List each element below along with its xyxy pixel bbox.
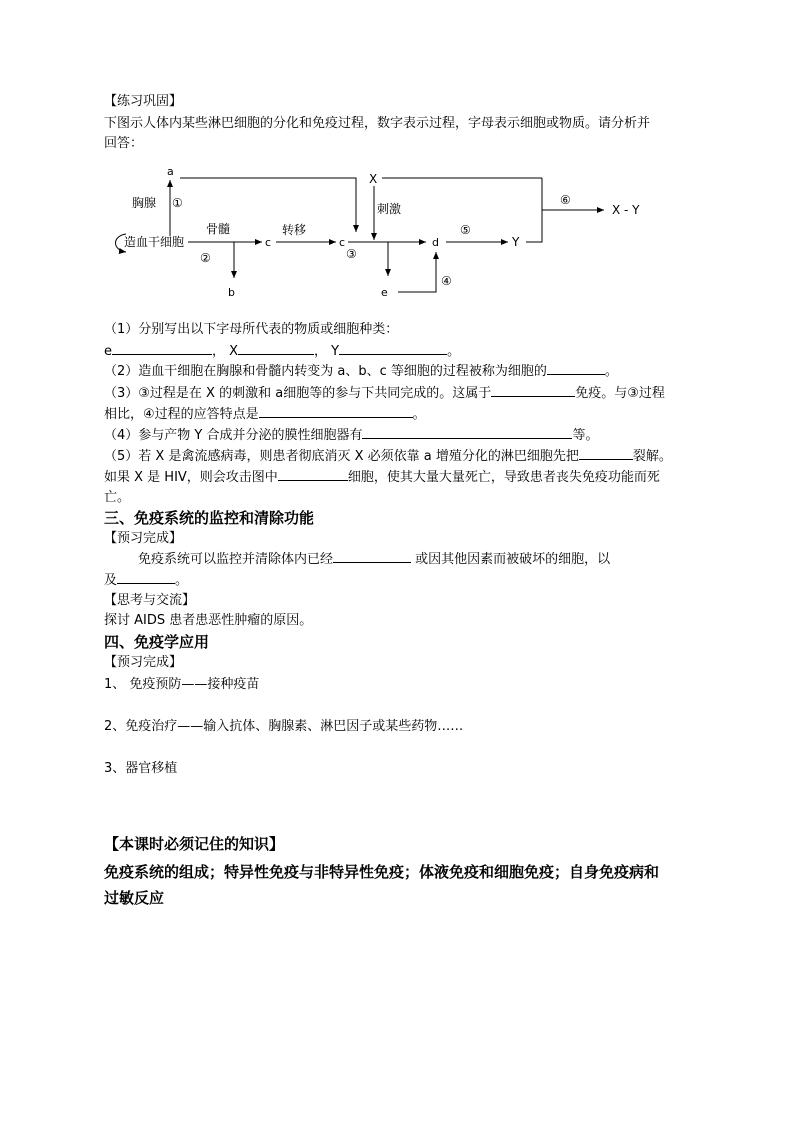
question-5-line3: 亡。: [104, 490, 131, 505]
q3-text-c: 相比，④过程的应答特点是: [104, 407, 259, 422]
q3-text-b: 免疫。与③过程: [575, 386, 665, 401]
q5-text-d: 细胞，使其大量大量死亡，导致患者丧失免疫功能而死: [347, 470, 660, 485]
question-2: [104, 362, 618, 381]
label-stem-cell: 造血干细胞: [124, 235, 185, 249]
question-3-line1: [104, 384, 665, 403]
summary-line2: 过敏反应: [104, 889, 165, 907]
section3-discuss: 【思考与交流】: [104, 593, 196, 608]
question-4: [104, 426, 599, 445]
answer-blank-q2[interactable]: [547, 362, 605, 375]
section4-preview: 【预习完成】: [104, 655, 183, 670]
answer-blank-s3-2[interactable]: [117, 571, 175, 584]
label-n5: ⑤: [460, 223, 471, 237]
section4-title: 四、免疫学应用: [104, 633, 210, 651]
label-n4: ④: [441, 274, 452, 288]
question-1-blanks: [104, 342, 460, 361]
practice-intro-line1: 下图示人体内某些淋巴细胞的分化和免疫过程，数字表示过程，字母表示细胞或物质。请分析并: [104, 116, 651, 131]
q1-e-label: e: [104, 344, 112, 359]
q2-text: （2）造血干细胞在胸腺和骨髓内转变为 a、b、c 等细胞的过程被称为细胞的: [104, 364, 547, 379]
practice-heading: 【练习巩固】: [104, 94, 183, 109]
label-marrow: 骨髓: [206, 222, 231, 236]
answer-blank-q3-feature[interactable]: [259, 405, 413, 418]
label-d: d: [432, 236, 439, 249]
answer-blank-y[interactable]: [339, 342, 447, 355]
line-y-right: [526, 178, 542, 242]
question-3-line2: [104, 405, 426, 424]
label-a: a: [167, 165, 174, 178]
section3-text-c: 及: [104, 573, 118, 588]
q4-end: 等。: [572, 428, 599, 443]
question-5-line2: [104, 468, 660, 487]
section3-text-b: 或因其他因素而被破坏的细胞，以: [415, 552, 611, 567]
answer-blank-x[interactable]: [238, 342, 314, 355]
answer-blank-e[interactable]: [112, 342, 212, 355]
label-b: b: [228, 286, 235, 299]
lymphocyte-differentiation-diagram: [0, 0, 794, 320]
q3-text-a: （3）③过程是在 X 的刺激和 a细胞等的参与下共同完成的。这属于: [104, 386, 492, 401]
section3-text-d: 。: [175, 573, 189, 588]
label-stimulate: 刺激: [377, 202, 402, 216]
answer-blank-q4[interactable]: [362, 426, 572, 439]
label-xy: X - Y: [612, 203, 640, 217]
label-y: Y: [512, 235, 520, 249]
label-n2: ②: [200, 251, 211, 265]
answer-blank-q5-cell[interactable]: [278, 468, 348, 481]
label-n6: ⑥: [560, 193, 571, 207]
label-c2: c: [339, 236, 346, 249]
section3-title: 三、免疫系统的监控和清除功能: [104, 509, 315, 527]
section3-discuss-text: 探讨 AIDS 患者患恶性肿瘤的原因。: [104, 613, 313, 628]
summary-heading: 【本课时必须记住的知识】: [104, 835, 285, 853]
label-thymus: 胸腺: [132, 196, 157, 210]
section3-text-line2: [104, 571, 188, 590]
label-c1: c: [265, 236, 272, 249]
q5-text-a: （5）若 X 是禽流感病毒，则患者彻底消灭 X 必须依靠 a 增殖分化的淋巴细胞先把: [104, 449, 579, 464]
question-1: （1）分别写出以下字母所代表的物质或细胞种类：: [104, 322, 399, 337]
label-x: X: [369, 172, 378, 186]
arrow-e-to-d: [398, 252, 436, 292]
label-n3: ③: [346, 247, 357, 261]
label-n1: ①: [172, 196, 183, 210]
q5-text-b: 裂解。: [632, 449, 672, 464]
label-e: e: [381, 286, 388, 299]
answer-blank-q3-type[interactable]: [491, 384, 575, 397]
section3-preview: 【预习完成】: [104, 531, 183, 546]
question-5-line1: [104, 447, 672, 466]
section3-text-a: 免疫系统可以监控并清除体内已经: [138, 552, 334, 567]
summary-line1: 免疫系统的组成；特异性免疫与非特异性免疫；体液免疫和细胞免疫；自身免疫病和: [104, 863, 660, 881]
q3-end: 。: [412, 407, 426, 422]
section4-item3: 3、器官移植: [104, 761, 178, 776]
section4-item1: 1、 免疫预防——接种疫苗: [104, 677, 260, 692]
section4-item2: 2、免疫治疗——输入抗体、胸腺素、淋巴因子或某些药物……: [104, 719, 464, 734]
practice-intro-line2: 回答：: [104, 136, 144, 151]
section3-text-line1: [104, 550, 610, 569]
q4-text: （4）参与产物 Y 合成并分泌的膜性细胞器有: [104, 428, 363, 443]
q5-text-c: 如果 X 是 HIV，则会攻击图中: [104, 470, 278, 485]
q1-y-label: ， Y: [314, 344, 340, 359]
q1-end: 。: [447, 344, 461, 359]
q2-end: 。: [604, 364, 618, 379]
label-transfer: 转移: [282, 223, 307, 237]
answer-blank-q5-target[interactable]: [579, 447, 633, 460]
q1-x-label: ， X: [212, 344, 239, 359]
answer-blank-s3-1[interactable]: [333, 550, 411, 563]
